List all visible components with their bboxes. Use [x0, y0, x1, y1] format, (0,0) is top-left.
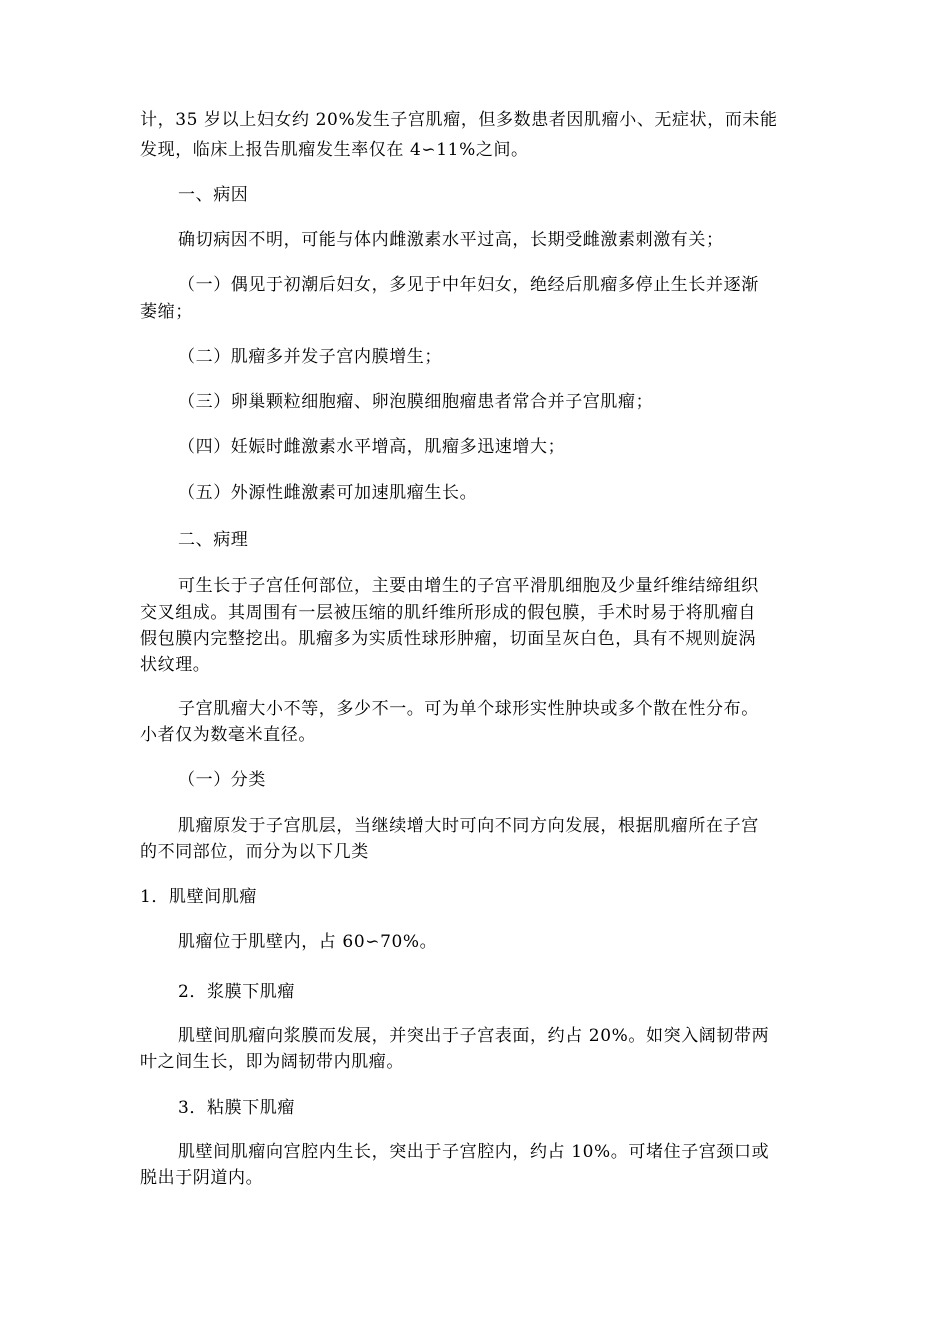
paragraph-line: 状纹理。: [140, 655, 211, 675]
paragraph-line: 可生长于子宫任何部位，主要由增生的子宫平滑肌细胞及少量纤维结缔组织: [178, 576, 759, 596]
section-heading-cause: 一、病因: [178, 185, 249, 205]
paragraph-line: 肌壁间肌瘤向浆膜而发展，并突出于子宫表面，约占 20%。如突入阔韧带两: [178, 1026, 770, 1046]
paragraph-line: 小者仅为数毫米直径。: [140, 725, 316, 745]
type-heading: 2．浆膜下肌瘤: [178, 982, 296, 1002]
sub-heading-classification: （一）分类: [178, 770, 266, 790]
intro-line: 计，35 岁以上妇女约 20%发生子宫肌瘤，但多数患者因肌瘤小、无症状，而未能: [140, 110, 778, 130]
paragraph-line: 脱出于阴道内。: [140, 1168, 264, 1188]
type-heading: 1．肌壁间肌瘤: [140, 887, 258, 907]
list-item: （四）妊娠时雌激素水平增高，肌瘤多迅速增大；: [178, 437, 566, 457]
paragraph-line: 叶之间生长，即为阔韧带内肌瘤。: [140, 1052, 404, 1072]
list-item: （三）卵巢颗粒细胞瘤、卵泡膜细胞瘤患者常合并子宫肌瘤；: [178, 392, 654, 412]
section-heading-pathology: 二、病理: [178, 530, 249, 550]
list-item: （五）外源性雌激素可加速肌瘤生长。: [178, 483, 478, 503]
paragraph-line: 确切病因不明，可能与体内雌激素水平过高，长期受雌激素刺激有关；: [178, 230, 724, 250]
paragraph-line: 肌壁间肌瘤向宫腔内生长，突出于子宫腔内，约占 10%。可堵住子宫颈口或: [178, 1142, 770, 1162]
paragraph-line: 的不同部位，而分为以下几类: [140, 842, 369, 862]
paragraph-line: 假包膜内完整挖出。肌瘤多为实质性球形肿瘤，切面呈灰白色，具有不规则旋涡: [140, 629, 756, 649]
paragraph-line: 肌瘤位于肌壁内，占 60∽70%。: [178, 932, 438, 952]
list-item: （二）肌瘤多并发子宫内膜增生；: [178, 347, 442, 367]
intro-line: 发现，临床上报告肌瘤发生率仅在 4∽11%之间。: [140, 140, 529, 160]
paragraph-line: 子宫肌瘤大小不等，多少不一。可为单个球形实性肿块或多个散在性分布。: [178, 699, 759, 719]
list-item-line: 萎缩；: [140, 302, 193, 322]
paragraph-line: 交叉组成。其周围有一层被压缩的肌纤维所形成的假包膜，手术时易于将肌瘤自: [140, 603, 756, 623]
list-item-line: （一）偶见于初潮后妇女，多见于中年妇女，绝经后肌瘤多停止生长并逐渐: [178, 275, 759, 295]
paragraph-line: 肌瘤原发于子宫肌层，当继续增大时可向不同方向发展，根据肌瘤所在子宫: [178, 816, 759, 836]
type-heading: 3．粘膜下肌瘤: [178, 1098, 296, 1118]
